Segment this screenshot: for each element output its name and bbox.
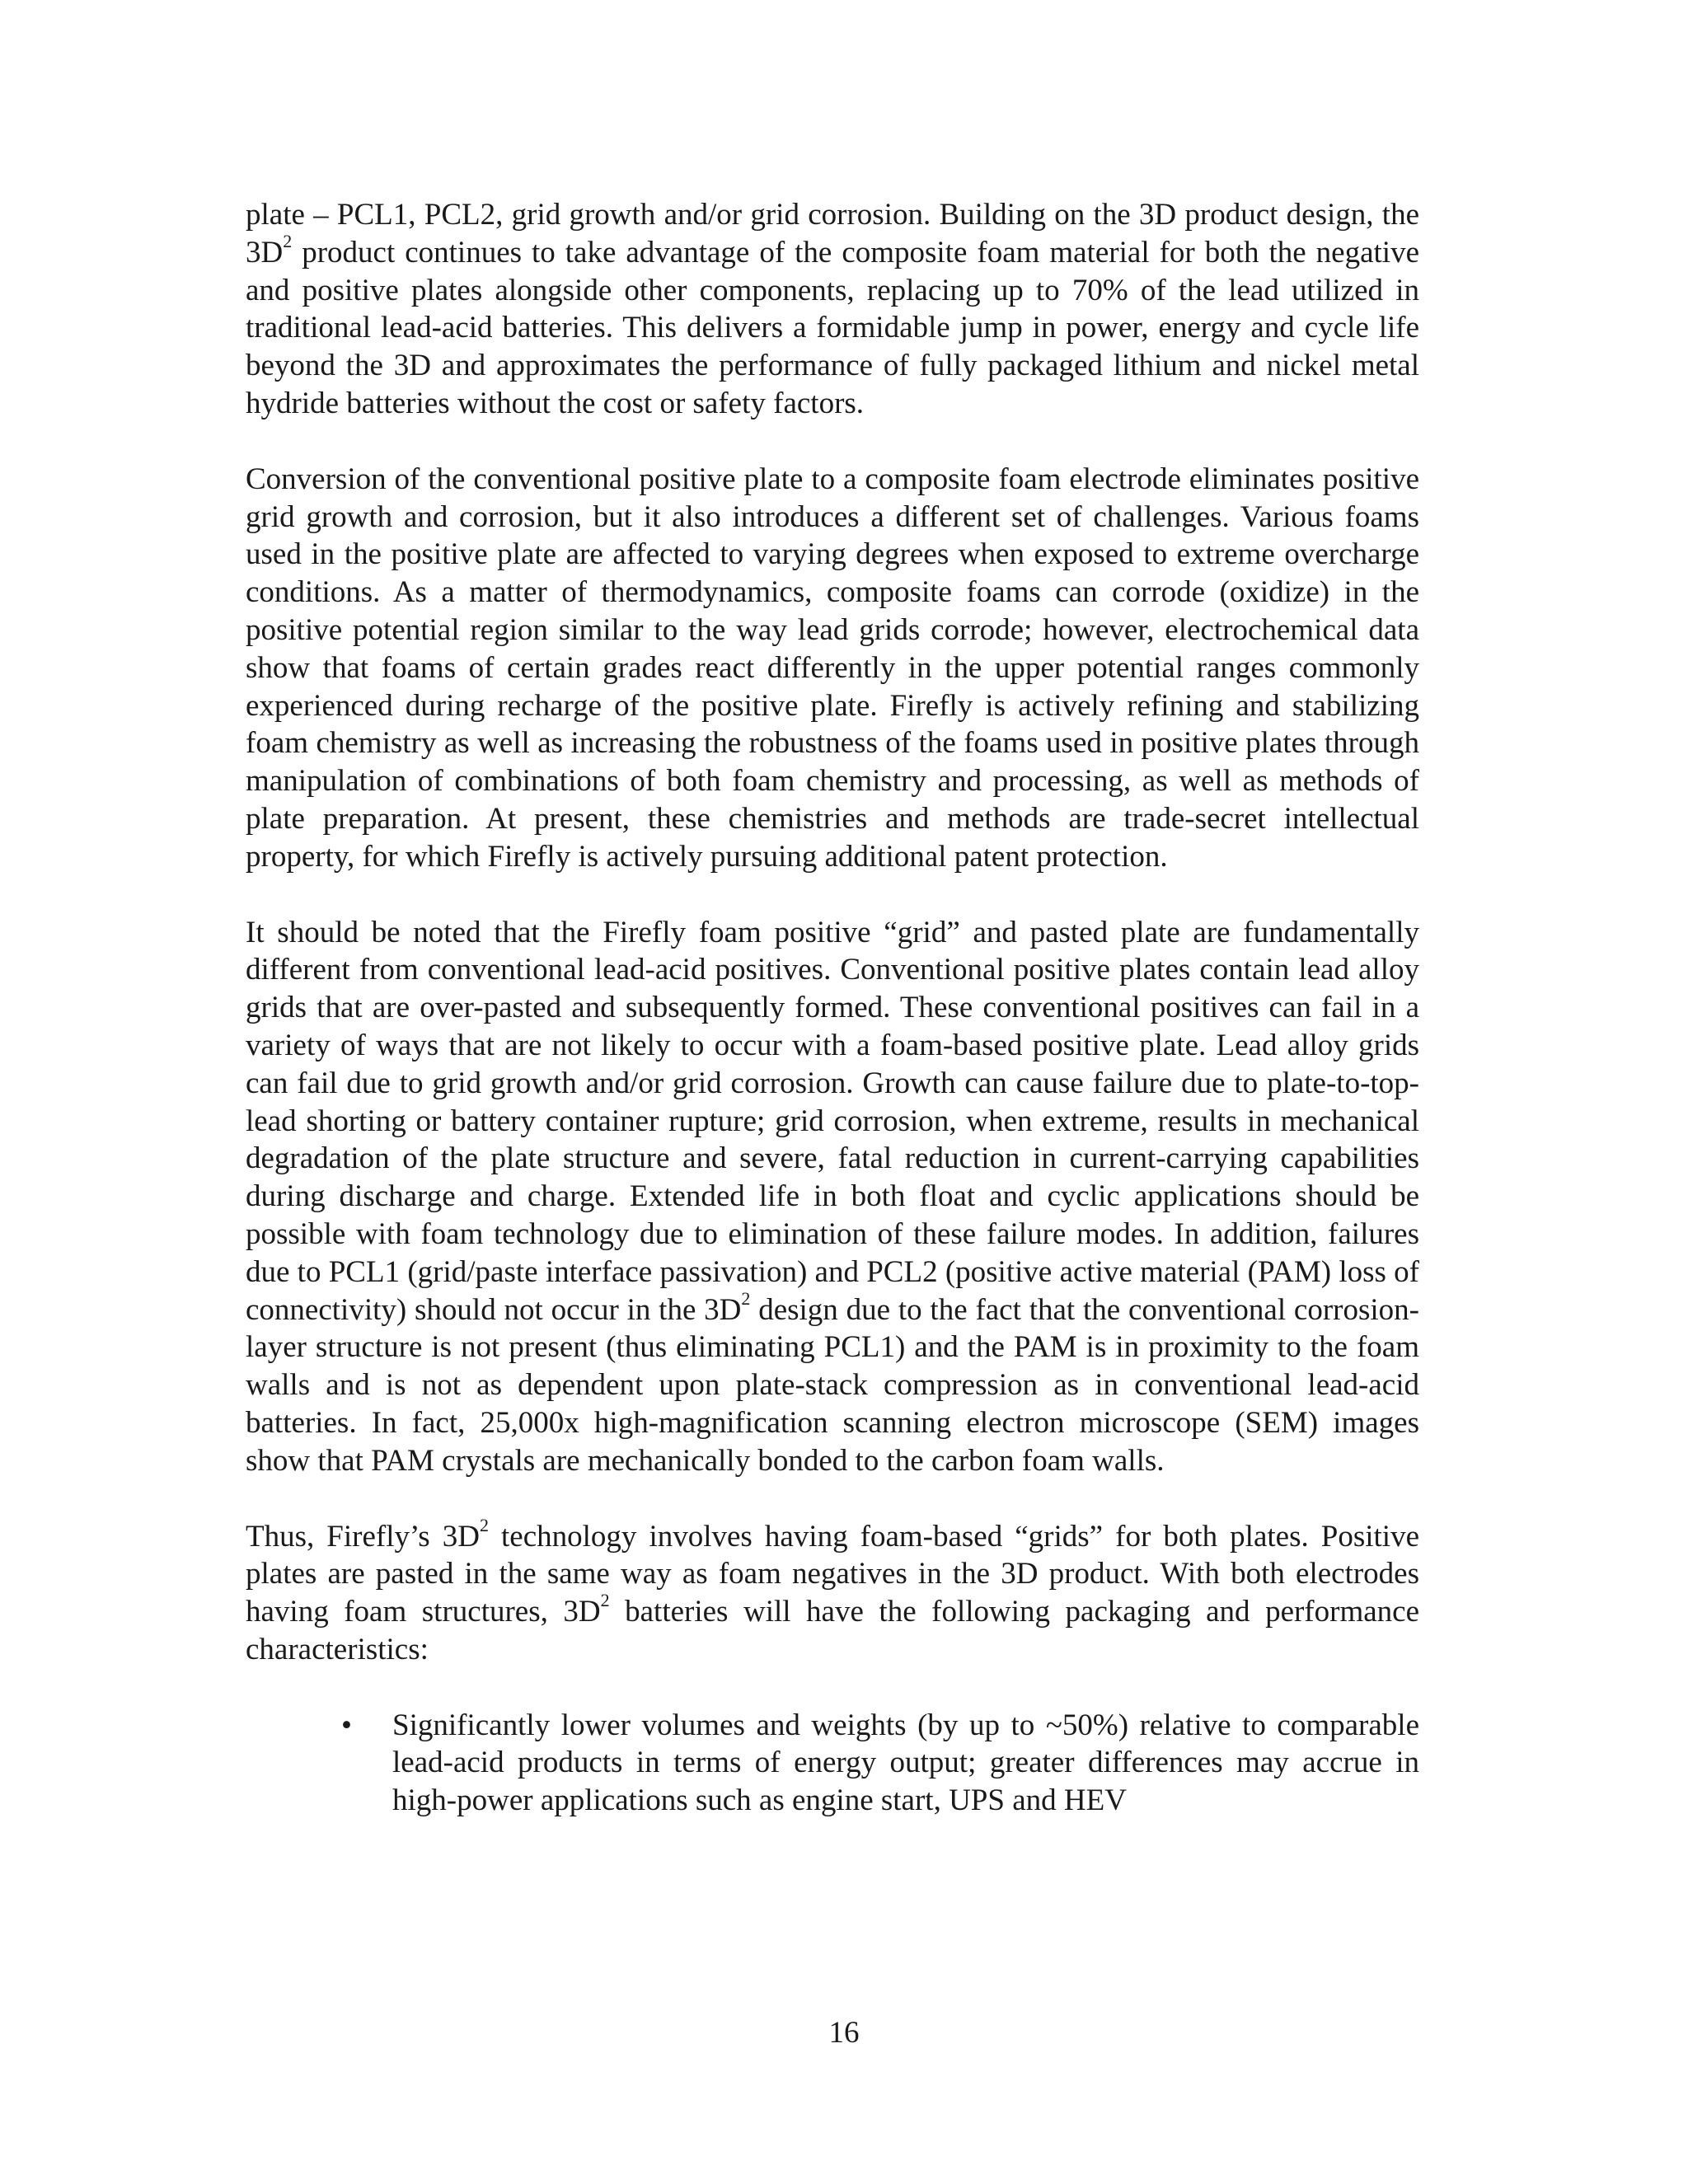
paragraph-3 xyxy=(246,914,1419,1480)
paragraph-4 xyxy=(246,1514,1419,1669)
paragraph-1 xyxy=(246,196,1419,423)
paragraph-4-segment-2: technology involves having foam-based “grids” for both plates. Positive plates are pasted in the same way as foam negatives in the 3D product. With both electrodes having foam structures, 3D xyxy=(246,1519,1419,1629)
bullet-marker: • xyxy=(341,1708,352,1742)
paragraph-3-segment-2: design due to the fact that the conventional corrosion-layer structure is not present (thus eliminating PCL1) and the PAM is in proximity to the foam walls and is not as dependent upon plate-stack compression as in conventional lead-acid batteries. In fact, 25,000x high-magnification scanning electron microscope (SEM) images show that PAM crystals are mechanically bonded to the carbon foam walls. xyxy=(246,1292,1419,1478)
paragraph-3-segment-1: It should be noted that the Firefly foam positive “grid” and pasted plate are fundamentally different from conventional lead-acid positives. Conventional positive plates contain lead alloy grids that are over-pasted and subsequently formed. These conventional positives can fail in a variety of ways that are not likely to occur with a foam-based positive plate. Lead alloy grids can fail due to grid growth and/or grid corrosion. Growth can cause failure due to plate-to-top-lead shorting or battery container rupture; grid corrosion, when extreme, results in mechanical degradation of the plate structure and severe, fatal reduction in current-carrying capabilities during discharge and charge. Extended life in both float and cyclic applications should be possible with foam technology due to elimination of these failure modes. In addition, failures due to PCL1 (grid/paste interface passivation) and PCL2 (positive active material (PAM) loss of connectivity) should not occur in the 3D xyxy=(246,915,1419,1327)
bullet-item xyxy=(341,1707,1419,1820)
paragraph-2 xyxy=(246,461,1419,876)
bullet-list xyxy=(246,1707,1419,1820)
paragraph-1-superscript: 2 xyxy=(283,230,293,251)
paragraph-4-segment-1: Thus, Firefly’s 3D xyxy=(246,1519,480,1554)
paragraph-1-segment-2: product continues to take advantage of the composite foam material for both the negative and positive plates alongside other components, replacing up to 70% of the lead utilized in traditional lead-acid batteries. This delivers a formidable jump in power, energy and cycle life beyond the 3D and approximates the performance of fully packaged lithium and nickel metal hydride batteries without the cost or safety factors. xyxy=(246,235,1419,420)
paragraph-4-segment-3: batteries will have the following packaging and performance characteristics: xyxy=(246,1595,1419,1666)
document-body xyxy=(246,196,1419,1820)
page-number: 16 xyxy=(828,2016,860,2050)
paragraph-2-segment-1: Conversion of the conventional positive plate to a composite foam electrode eliminates positive grid growth and corrosion, but it also introduces a different set of challenges. Various foams used in the positive plate are affected to varying degrees when exposed to extreme overcharge conditions. As a matter of thermodynamics, composite foams can corrode (oxidize) in the positive potential region similar to the way lead grids corrode; however, electrochemical data show that foams of certain grades react differently in the upper potential ranges commonly experienced during recharge of the positive plate. Firefly is actively refining and stabilizing foam chemistry as well as increasing the robustness of the foams used in positive plates through manipulation of combinations of both foam chemistry and processing, as well as methods of plate preparation. At present, these chemistries and methods are trade-secret intellectual property, for which Firefly is actively pursuing additional patent protection. xyxy=(246,462,1419,874)
paragraph-1-segment-1: plate – PCL1, PCL2, grid growth and/or grid corrosion. Building on the 3D product design, the 3D xyxy=(246,198,1419,269)
paragraph-4-superscript-1: 2 xyxy=(479,1514,489,1535)
bullet-text: Significantly lower volumes and weights (by up to ~50%) relative to comparable lead-acid products in terms of energy output; greater differences may accrue in high-power applications such as engine start, UPS and HEV xyxy=(392,1708,1419,1818)
paragraph-3-superscript: 2 xyxy=(741,1287,751,1309)
paragraph-4-superscript-2: 2 xyxy=(600,1590,610,1611)
